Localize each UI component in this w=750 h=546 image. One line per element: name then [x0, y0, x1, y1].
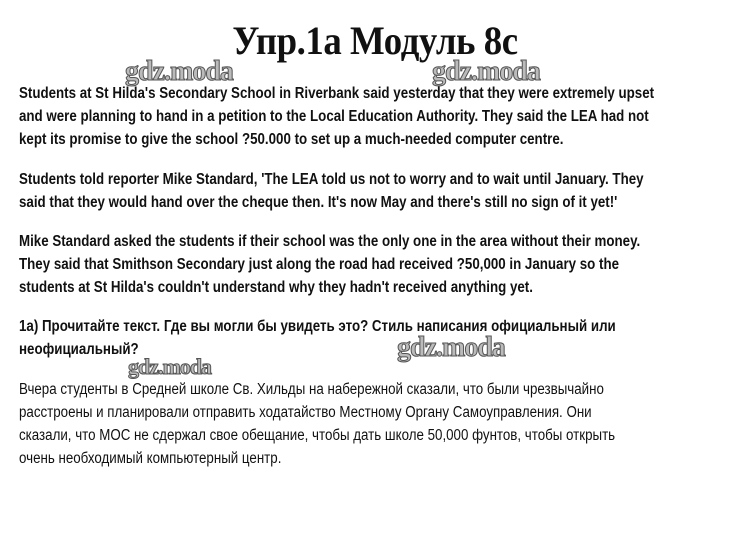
text-line: Вчера студенты в Средней школе Св. Хильды на набережной сказали, что были чрезвычайно	[19, 381, 604, 398]
watermark: gdz.moda	[432, 56, 540, 87]
watermark: gdz.moda	[397, 332, 505, 363]
text-line: They said that Smithson Secondary just along the road had received ?50,000 in January so the	[19, 256, 620, 273]
page-title: Упр.1а Модуль 8c	[232, 18, 518, 63]
text-line: and were planning to hand in a petition to the Local Education Authority. They said the LEA had not	[19, 108, 649, 125]
text-line: сказали, что МОС не сдержал свое обещание, чтобы дать школе 50,000 фунтов, чтобы открыть	[19, 427, 616, 444]
text-line: Mike Standard asked the students if their school was the only one in the area without their money.	[19, 233, 641, 250]
watermark: gdz.moda	[125, 56, 233, 87]
text-line: неофициальный?	[19, 341, 139, 358]
text-line: 1а) Прочитайте текст. Где вы могли бы увидеть это? Стиль написания официальный или	[19, 318, 616, 335]
text-line: said that they would hand over the cheque then. It's now May and there's still no sign of it yet!'	[19, 194, 618, 211]
text-line: расстроены и планировали отправить ходатайство Местному Органу Самоуправления. Они	[19, 404, 592, 421]
text-line: Students at St Hilda's Secondary School in Riverbank said yesterday that they were extremely upset	[19, 85, 655, 102]
text-line: Students told reporter Mike Standard, 'The LEA told us not to worry and to wait until January. They	[19, 171, 644, 188]
text-line: students at St Hilda's couldn't understand why they hadn't received anything yet.	[19, 279, 533, 296]
text-line: kept its promise to give the school ?50.000 to set up a much-needed computer centre.	[19, 131, 564, 148]
watermark: gdz.moda	[128, 354, 212, 379]
text-line: очень необходимый компьютерный центр.	[19, 450, 282, 467]
